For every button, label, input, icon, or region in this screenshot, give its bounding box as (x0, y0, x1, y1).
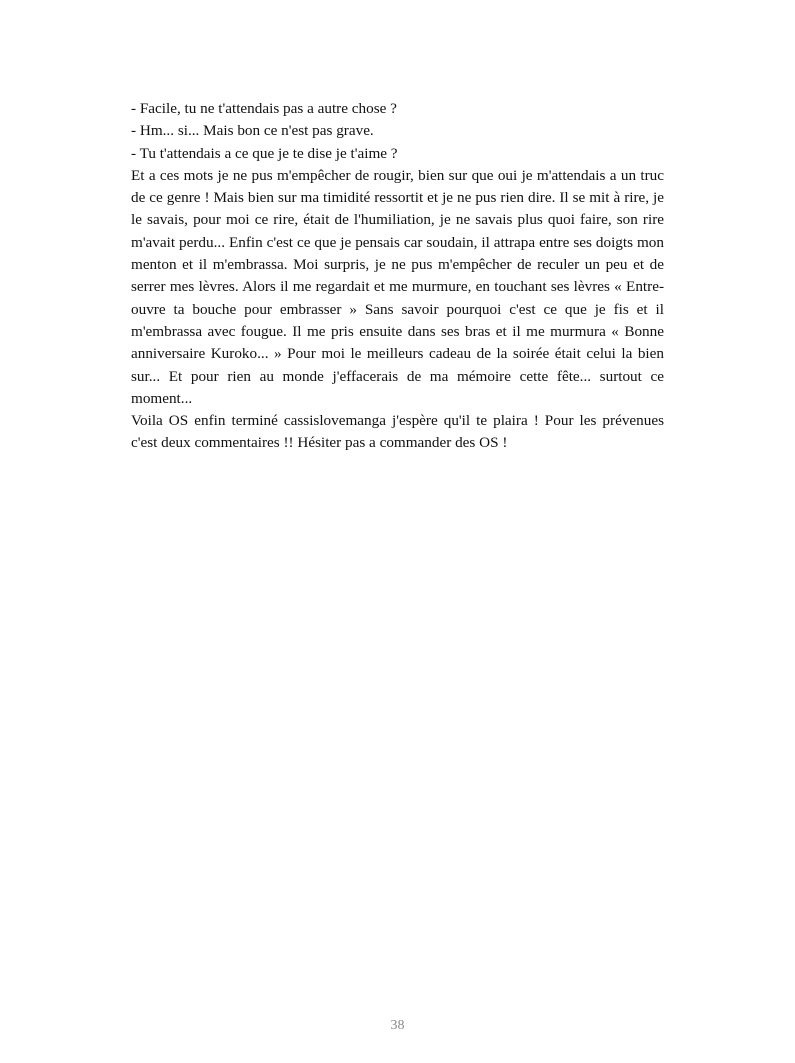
dialogue-line-3: - Tu t'attendais a ce que je te dise je t'aime ? (131, 144, 398, 162)
main-paragraph: Et a ces mots je ne pus m'empêcher de rougir, bien sur que oui je m'attendais a un truc de ce genre ! Mais bien sur ma timidité ressortit et je ne pus rien dire. Il se mit à rire, je le savais, pour moi ce rire, était de l'humiliation, je ne savais plus quoi faire, son rire m'avait perdu... Enfin c'est ce que je pensais car soudain, il attrapa entre ses doigts mon menton et il m'embrassa. Moi surpris, je ne pus m'empêcher de reculer un peu et de serrer mes lèvres. Alors il me regardait et me murmure, en touchant ses lèvres « Entre-ouvre ta bouche pour embrasser » Sans savoir pourquoi c'est ce que je fis et il m'embrassa avec fougue. Il me pris ensuite dans ses bras et il me murmura « Bonne anniversaire Kuroko... » Pour moi le meilleurs cadeau de la soirée était celui la bien sur... Et pour rien au monde j'effacerais de ma mémoire cette fête... surtout ce moment... (131, 166, 664, 407)
page-number: 38 (390, 1018, 405, 1033)
dialogue-line-2: - Hm... si... Mais bon ce n'est pas grave. (131, 122, 374, 140)
body-text (131, 98, 664, 455)
closing-paragraph: Voila OS enfin terminé cassislovemanga j'espère qu'il te plaira ! Pour les prévenues c'est deux commentaires !! Hésiter pas a commander des OS ! (131, 412, 664, 452)
dialogue-line-1: - Facile, tu ne t'attendais pas a autre chose ? (131, 100, 397, 117)
